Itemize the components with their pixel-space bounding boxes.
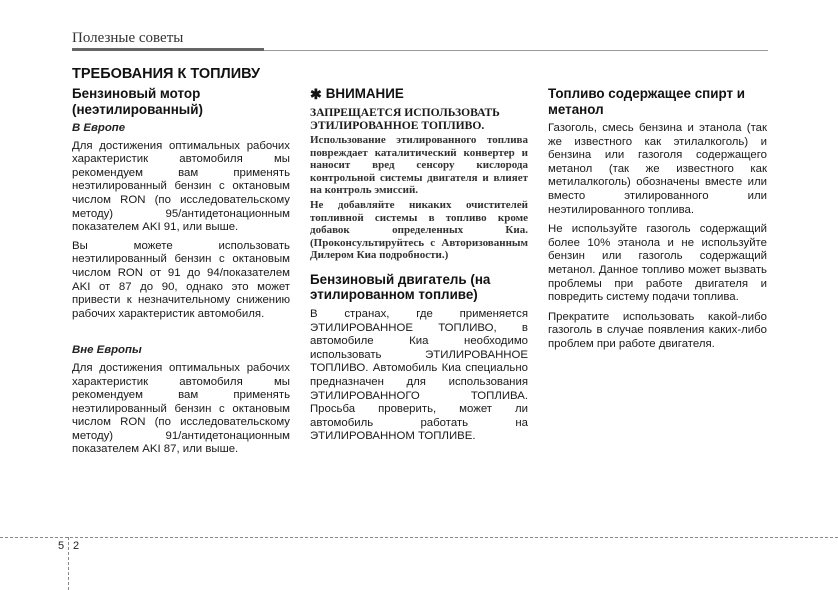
paragraph: Вы можете использовать неэтилированный бензин с октановым числом RON от 91 до 94/показателем AKI от 87 до 90, однако это может привести к незначительному снижению рабочих характеристик автомобиля.: [72, 239, 290, 320]
column-right: [548, 86, 767, 358]
section-title-leaded: Бензиновый двигатель (на этилированном топливе): [310, 271, 491, 303]
paragraph: Газоголь, смесь бензина и этанола (так же известного как этилалкоголь) и бензина или газоголя содержащего метанол (так же известного как метилалкоголь) обозначены вместе или вместо этилированного или неэтилированного топлива.: [548, 122, 767, 216]
warning-title: ВНИМАНИЕ: [325, 86, 404, 101]
header-rule-thick: [72, 48, 264, 51]
footer-divider: [68, 537, 69, 590]
page-title: ТРЕБОВАНИЯ К ТОПЛИВУ: [72, 66, 261, 82]
warning-paragraph: Не добавляйте никаких очистителей топливной системы в топливо кроме добавок определенных Киа. (Проконсультируйтесь с Авторизованным Дилером Киа подробности.): [310, 198, 528, 262]
section-header: Полезные советы: [72, 30, 184, 46]
section-title-alcohol-fuel: Топливо содержащее спирт и метанол: [548, 86, 745, 117]
warning-lead: ЗАПРЕЩАЕТСЯ ИСПОЛЬЗОВАТЬ ЭТИЛИРОВАННОЕ ТОПЛИВО.: [310, 106, 500, 132]
section-title-unleaded: Бензиновый мотор (неэтилированный): [72, 86, 203, 117]
chapter-number: 5: [58, 540, 65, 552]
region-label-europe: В Европе: [72, 122, 126, 134]
column-left: [72, 86, 290, 462]
paragraph: Прекратите использовать какой-либо газоголь в случае появления каких-либо проблем при работе двигателя.: [548, 310, 767, 350]
paragraph: Для достижения оптимальных рабочих характеристик автомобиля мы рекомендуем вам применять неэтилированный бензин с октановым числом RON (по исследовательскому методу) 95/антидетонационным показателем AKI 91, или выше.: [72, 139, 290, 234]
warning-box: [310, 106, 528, 262]
paragraph: Не используйте газоголь содержащий более 10% этанола и не используйте бензин или газоголь содержащий метанол. Данное топливо может вызвать проблемы при работе двигателя и повредить систему подачи топлива.: [548, 223, 767, 304]
paragraph: Для достижения оптимальных рабочих характеристик автомобиля мы рекомендуем вам применять неэтилированный бензин с октановым числом RON (по исследовательскому методу) 91/антидетонационным показателем AKI 87, или выше.: [72, 361, 290, 456]
page-number: 2: [73, 540, 80, 552]
region-label-outside-europe: Вне Европы: [72, 344, 142, 357]
warning-star-icon: ✱: [310, 86, 322, 102]
warning-paragraph: Использование этилированного топлива повреждает каталитический конвертер и наносит вред сенсору кислорода контрольной системы двигателя и влияет на контроль эмиссий.: [310, 134, 528, 197]
header-rule-thin: [264, 50, 768, 51]
paragraph: В странах, где применяется ЭТИЛИРОВАННОЕ ТОПЛИВО, в автомобиле Киа необходимо использовать ЭТИЛИРОВАННОЕ ТОПЛИВО. Автомобиль Киа специально предназначен для использования ЭТИЛИРОВАННОГО ТОПЛИВА. Просьба проверить, может ли автомобиль работать на ЭТИЛИРОВАННОМ ТОПЛИВЕ.: [310, 307, 528, 443]
footer-rule: [0, 537, 838, 538]
warning-heading: [310, 86, 528, 102]
column-middle: [310, 86, 528, 449]
